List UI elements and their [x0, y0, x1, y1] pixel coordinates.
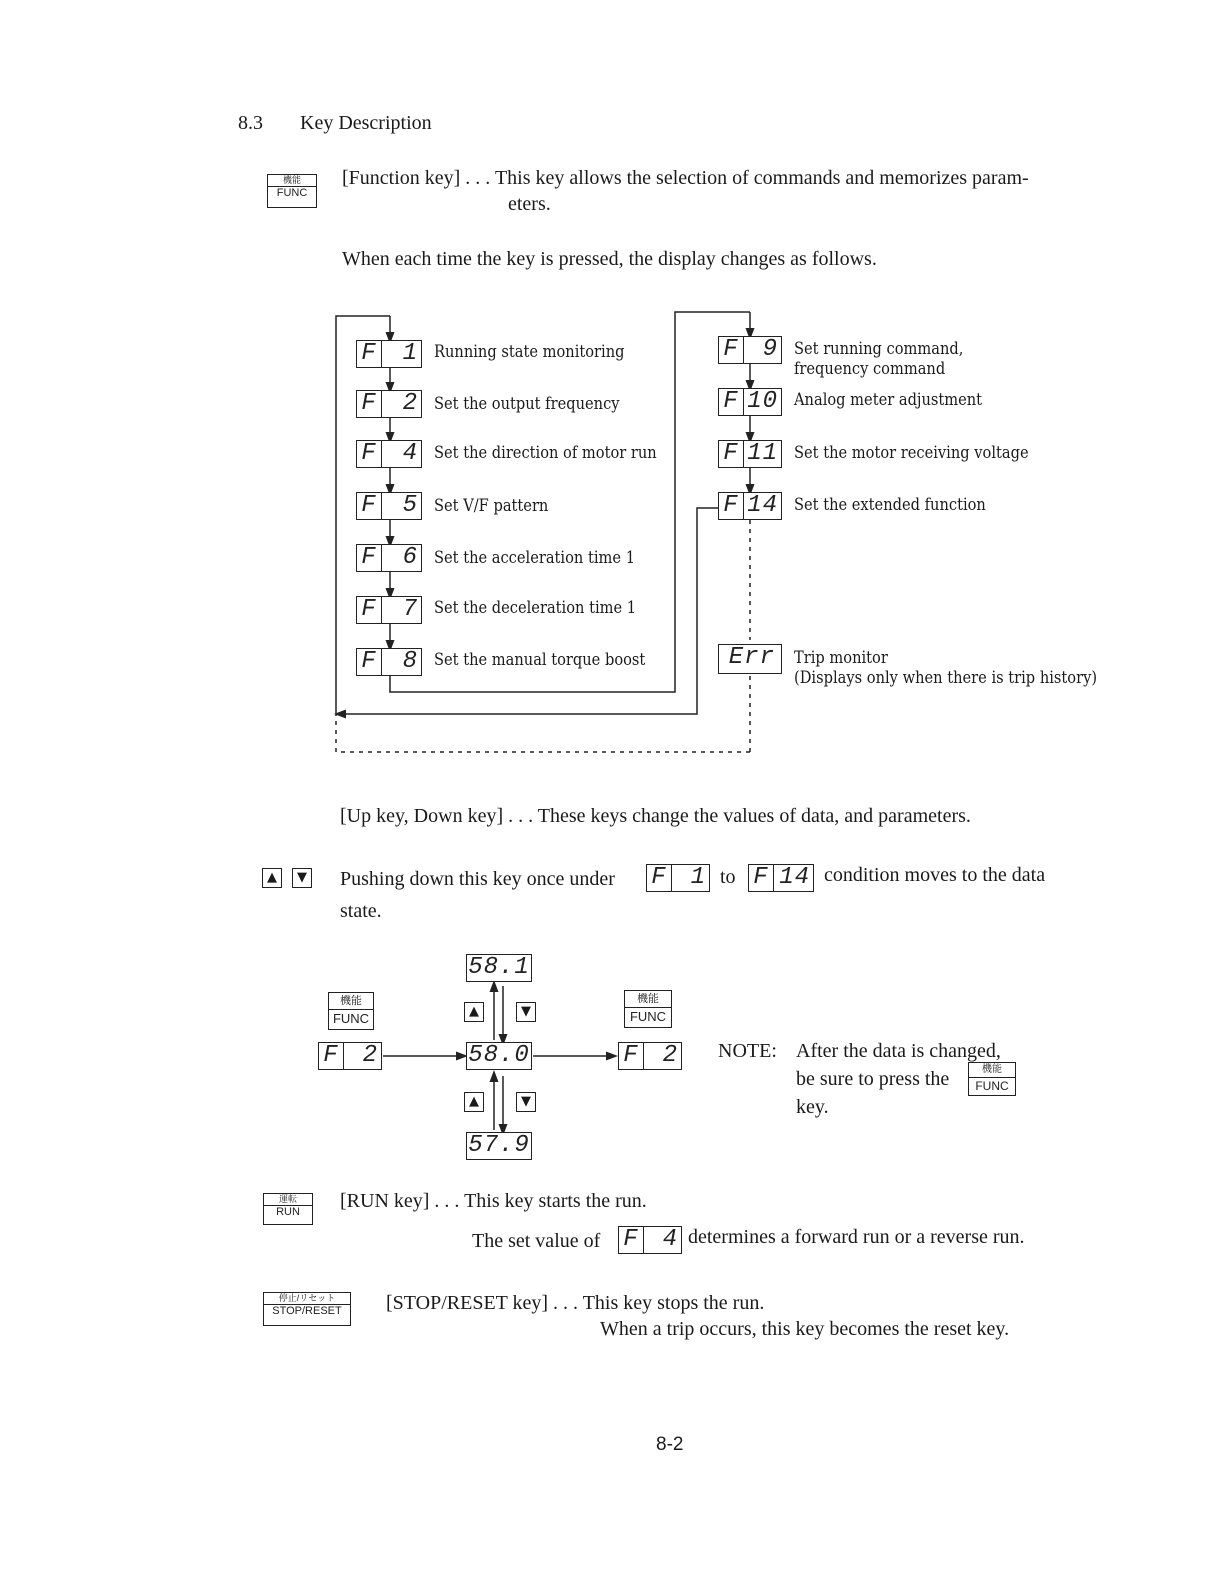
value-display-mid: 58.0	[466, 1042, 532, 1070]
inline-display-f4: F 4	[618, 1226, 682, 1254]
updown-text-c: state.	[340, 900, 382, 922]
label-f7: Set the deceleration time 1	[434, 598, 637, 618]
label-f9: Set running command,	[794, 339, 964, 359]
display-f4: F 4	[356, 440, 422, 468]
updown-text-a: Pushing down this key once under	[340, 868, 615, 890]
display-f8: F 8	[356, 648, 422, 676]
func-key-intro: When each time the key is pressed, the display changes as follows.	[342, 248, 877, 270]
label-f1: Running state monitoring	[434, 342, 625, 362]
label-f10: Analog meter adjustment	[794, 390, 983, 410]
up-key-icon: ▲	[262, 868, 282, 888]
label-f9-cont: frequency command	[794, 359, 946, 379]
label-trip: Trip monitor	[794, 648, 888, 668]
display-f6: F 6	[356, 544, 422, 572]
note-line1: After the data is changed,	[796, 1040, 1001, 1062]
example-display-end: F 2	[618, 1042, 682, 1070]
page-number: 8-2	[656, 1434, 684, 1455]
label-f4: Set the direction of motor run	[434, 443, 657, 463]
down-key-icon-ex2: ▼	[516, 1092, 536, 1112]
display-f2: F 2	[356, 390, 422, 418]
down-key-icon-ex1: ▼	[516, 1002, 536, 1022]
stop-reset-key-icon: 停止/リセット STOP/RESET	[263, 1292, 351, 1326]
run-key-icon: 運転 RUN	[263, 1193, 313, 1225]
section-number: 8.3	[238, 112, 263, 134]
func-key-desc-cont: eters.	[508, 193, 551, 215]
stop-key-desc: [STOP/RESET key] . . . This key stops the run.	[386, 1292, 765, 1314]
label-f2: Set the output frequency	[434, 394, 620, 414]
label-f11: Set the motor receiving voltage	[794, 443, 1029, 463]
inline-display-f14: F 14	[748, 864, 814, 892]
note-line2: be sure to press the	[796, 1068, 950, 1090]
run-key-desc: [RUN key] . . . This key starts the run.	[340, 1190, 647, 1212]
updown-title: [Up key, Down key] . . . These keys change the values of data, and parameters.	[340, 805, 971, 827]
up-key-icon-ex2: ▲	[464, 1092, 484, 1112]
func-key-icon-note: 機能 FUNC	[968, 1062, 1016, 1096]
example-display-start: F 2	[318, 1042, 382, 1070]
display-f14: F 14	[718, 492, 782, 520]
down-key-icon: ▼	[292, 868, 312, 888]
label-f8: Set the manual torque boost	[434, 650, 646, 670]
run-key-sub-a: The set value of	[472, 1230, 601, 1252]
section-title: Key Description	[300, 112, 432, 134]
display-err: Err	[718, 644, 782, 674]
label-f6: Set the acceleration time 1	[434, 548, 635, 568]
inline-display-f1: F 1	[646, 864, 710, 892]
up-key-icon-ex1: ▲	[464, 1002, 484, 1022]
updown-text-to: to	[720, 866, 736, 888]
stop-key-sub: When a trip occurs, this key becomes the reset key.	[600, 1318, 1010, 1340]
note-line3: key.	[796, 1096, 829, 1118]
note-prefix: NOTE:	[718, 1040, 777, 1062]
func-key-desc: [Function key] . . . This key allows the selection of commands and memorizes param-	[342, 167, 1029, 189]
func-key-icon: 機能 FUNC	[267, 174, 317, 208]
label-f5: Set V/F pattern	[434, 496, 549, 516]
label-f14: Set the extended function	[794, 495, 986, 515]
value-display-bot: 57.9	[466, 1132, 532, 1160]
label-trip-note: (Displays only when there is trip history)	[794, 668, 1098, 688]
display-f9: F 9	[718, 336, 782, 364]
run-key-sub-b: determines a forward run or a reverse run.	[688, 1226, 1025, 1248]
display-f5: F 5	[356, 492, 422, 520]
display-f10: F 10	[718, 388, 782, 416]
func-key-icon-right: 機能 FUNC	[624, 990, 672, 1028]
updown-text-b: condition moves to the data	[824, 864, 1046, 886]
display-f7: F 7	[356, 596, 422, 624]
display-f1: F 1	[356, 340, 422, 368]
func-key-icon-left: 機能 FUNC	[328, 992, 374, 1030]
value-display-top: 58.1	[466, 954, 532, 982]
display-f11: F 11	[718, 440, 782, 468]
